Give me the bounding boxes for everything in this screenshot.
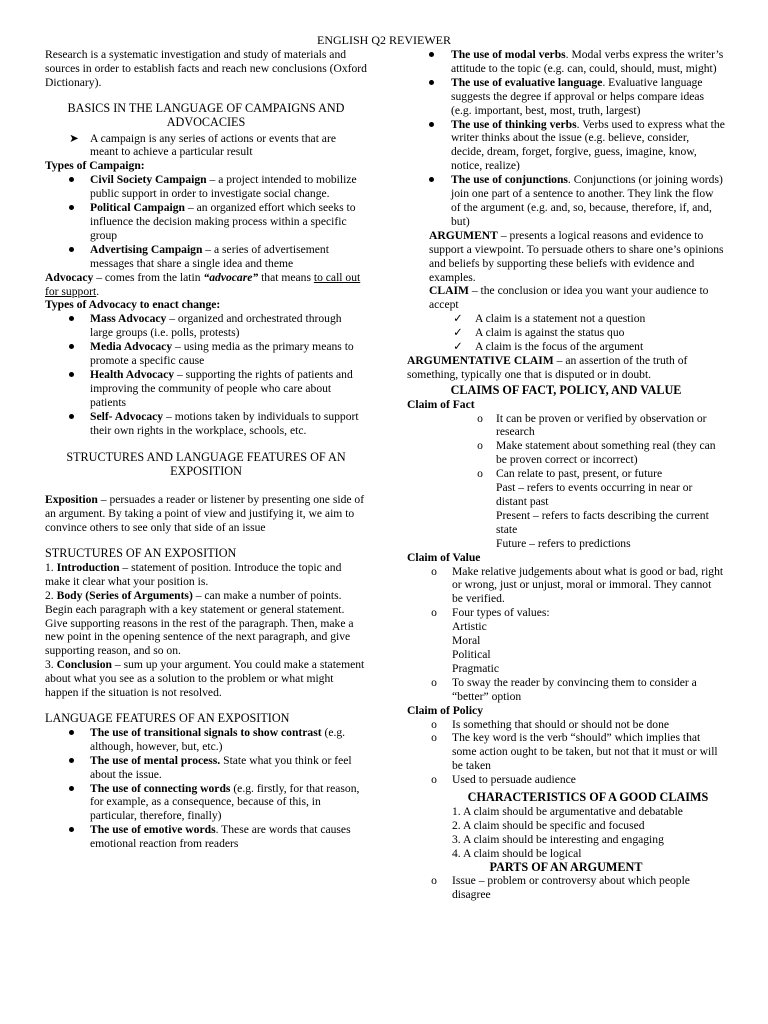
research-definition: Research is a systematic investigation and study of materials and sources in order to establish facts and reach new conclusions (Oxford Dictionary). bbox=[45, 48, 367, 89]
checkmark-icon: ✓ bbox=[453, 340, 463, 354]
list-item: The use of emotive words. These are words that causes emotional reaction from readers bbox=[45, 823, 367, 851]
circle-bullet-icon: o bbox=[431, 874, 437, 888]
claim-of-value-label: Claim of Value bbox=[407, 550, 481, 564]
claim-checklist bbox=[407, 312, 725, 354]
list-item: Political Campaign – an organized effort which seeks to influence the decision making process within a specific group bbox=[45, 201, 367, 243]
exposition-definition: Exposition – persuades a reader or listener by presenting one side of an argument. By taking a point of view and justifying it, we aim to convince others to see only that side of an issue bbox=[45, 493, 365, 535]
argument-definition: ARGUMENT – presents a logical reasons and evidence to support a viewpoint. To persuade others to share one’s opinions and beliefs by supporting these beliefs with evidence and examples. bbox=[429, 228, 724, 284]
basics-heading: BASICS IN THE LANGUAGE OF CAMPAIGNS AND ADVOCACIES bbox=[67, 100, 345, 129]
list-item: 2. Body (Series of Arguments) – can make a number of points. Begin each paragraph with a key statement or general statement. Give supporting reasons in the rest of the paragraph. Then, make a new point in the opening sentence of the next paragraph, and give supporting reason, and so on. bbox=[45, 588, 354, 658]
value-type: Political bbox=[452, 647, 491, 661]
list-item: The use of evaluative language. Evaluative language suggests the degree if approval or helps compare ideas (e.g. important, best, most, truth, largest) bbox=[407, 76, 725, 118]
list-item: The use of connecting words (e.g. firstly, for that reason, for example, as a consequence, because of this, in particular, therefore, finally) bbox=[45, 782, 367, 824]
campaign-definition: ➤ A campaign is any series of actions or events that are meant to achieve a particular result bbox=[45, 132, 367, 160]
list-item: The use of modal verbs. Modal verbs express the writer’s attitude to the topic (e.g. can, could, should, must, might) bbox=[407, 48, 725, 76]
circle-bullet-icon: o bbox=[431, 564, 437, 578]
list-item: Advertising Campaign – a series of advertisement messages that share a single idea and theme bbox=[45, 243, 367, 271]
circle-bullet-icon: o bbox=[477, 411, 483, 425]
bullet-icon bbox=[425, 76, 439, 85]
arrow-bullet-icon: ➤ bbox=[69, 131, 79, 145]
fact-time-past: Past – refers to events occurring in near or distant past bbox=[496, 481, 693, 508]
list-item: 1. A claim should be argumentative and debatable bbox=[452, 804, 683, 818]
list-item: 1. Introduction – statement of position. Introduce the topic and make it clear what your position is. bbox=[45, 560, 342, 588]
fact-time-future: Future – refers to predictions bbox=[496, 536, 631, 550]
circle-bullet-icon: o bbox=[431, 717, 437, 731]
circle-bullet-icon: o bbox=[477, 467, 483, 481]
document-title: ENGLISH Q2 REVIEWER bbox=[317, 33, 451, 47]
bullet-icon bbox=[65, 312, 79, 321]
bullet-icon bbox=[65, 782, 79, 791]
value-type: Moral bbox=[452, 634, 481, 648]
list-item: o Make statement about something real (they can be proven correct or incorrect) bbox=[407, 439, 725, 467]
bullet-icon bbox=[65, 410, 79, 419]
circle-bullet-icon: o bbox=[431, 773, 437, 787]
list-item: Health Advocacy – supporting the rights of patients and improving the community of people who care about patients bbox=[45, 368, 367, 410]
list-item: The use of thinking verbs. Verbs used to express what the writer thinks about the issue (e.g. believe, consider, decide, dream, forget, forgive, guess, imagine, know, notice, realize) bbox=[407, 118, 725, 174]
argumentative-claim-definition: ARGUMENTATIVE CLAIM – an assertion of the truth of something, typically one that is disputed or in doubt. bbox=[407, 353, 688, 381]
list-item: The use of conjunctions. Conjunctions (or joining words) join one part of a sentence to another. They link the flow of the argument (e.g. and, so, because, therefore, if, and, but) bbox=[407, 173, 725, 229]
list-item: ✓ A claim is against the status quo bbox=[407, 326, 725, 340]
value-type: Artistic bbox=[452, 620, 487, 634]
list-item: 2. A claim should be specific and focused bbox=[452, 818, 645, 832]
characteristics-heading: CHARACTERISTICS OF A GOOD CLAIMS bbox=[467, 790, 709, 805]
list-item: o Used to persuade audience bbox=[407, 773, 725, 787]
claim-of-policy-label: Claim of Policy bbox=[407, 703, 483, 717]
list-item: The use of transitional signals to show contrast (e.g. although, however, but, etc.) bbox=[45, 726, 367, 754]
advocacy-list bbox=[45, 312, 367, 437]
policy-list bbox=[407, 718, 725, 788]
value-type: Pragmatic bbox=[452, 661, 500, 675]
parts-list bbox=[407, 874, 725, 902]
claim-of-fact-label: Claim of Fact bbox=[407, 397, 475, 411]
features-heading: LANGUAGE FEATURES OF AN EXPOSITION bbox=[45, 710, 290, 725]
parts-heading: PARTS OF AN ARGUMENT bbox=[489, 859, 643, 874]
features-list-continued bbox=[407, 48, 725, 229]
bullet-icon bbox=[425, 118, 439, 127]
circle-bullet-icon: o bbox=[431, 606, 437, 620]
structures-list bbox=[45, 561, 367, 700]
list-item: o It can be proven or verified by observation or research bbox=[407, 412, 725, 440]
bullet-icon bbox=[65, 754, 79, 763]
fact-list bbox=[407, 412, 725, 551]
fact-time-present: Present – refers to facts describing the current state bbox=[496, 508, 709, 536]
list-item: Self- Advocacy – motions taken by individuals to support their own rights in the workplace, schools, etc. bbox=[45, 410, 367, 438]
structures-subheading: STRUCTURES OF AN EXPOSITION bbox=[45, 546, 237, 560]
features-list bbox=[45, 726, 367, 851]
list-item: o Issue – problem or controversy about which people disagree bbox=[407, 874, 725, 902]
bullet-icon bbox=[65, 368, 79, 377]
list-item: 4. A claim should be logical bbox=[452, 846, 582, 860]
advocacy-definition: Advocacy – comes from the latin “advocare” that means to call out for support. bbox=[45, 270, 361, 298]
list-item: o Make relative judgements about what is good or bad, right or wrong, just or unjust, moral or immoral. They cannot be verified. bbox=[407, 565, 725, 607]
checkmark-icon: ✓ bbox=[453, 326, 463, 340]
list-item: o The key word is the verb “should” which implies that some action ought to be taken, but not that it must or will be taken bbox=[407, 731, 725, 773]
bullet-icon bbox=[65, 243, 79, 252]
bullet-icon bbox=[65, 823, 79, 832]
circle-bullet-icon: o bbox=[477, 439, 483, 453]
list-item: o Four types of values: bbox=[407, 606, 725, 620]
left-column bbox=[45, 48, 367, 851]
circle-bullet-icon: o bbox=[431, 731, 437, 745]
list-item: o Can relate to past, present, or future bbox=[407, 467, 725, 481]
bullet-icon bbox=[65, 173, 79, 182]
circle-bullet-icon: o bbox=[431, 675, 437, 689]
right-column bbox=[407, 48, 725, 902]
characteristics-list bbox=[407, 805, 725, 861]
bullet-icon bbox=[425, 48, 439, 57]
claims-heading: CLAIMS OF FACT, POLICY, AND VALUE bbox=[450, 382, 682, 397]
bullet-icon bbox=[65, 340, 79, 349]
list-item: o Is something that should or should not be done bbox=[407, 718, 725, 732]
bullet-icon bbox=[65, 726, 79, 735]
list-item: ✓ A claim is the focus of the argument bbox=[407, 340, 725, 354]
list-item: Media Advocacy – using media as the primary means to promote a specific cause bbox=[45, 340, 367, 368]
list-item: ✓ A claim is a statement not a question bbox=[407, 312, 725, 326]
list-item: 3. Conclusion – sum up your argument. You could make a statement about what you see as a solution to the problem or what might happen if the situation is not resolved. bbox=[45, 658, 365, 700]
claim-definition: CLAIM – the conclusion or idea you want your audience to accept bbox=[429, 284, 709, 312]
bullet-icon bbox=[65, 201, 79, 210]
types-advocacy-label: Types of Advocacy to enact change: bbox=[45, 298, 221, 312]
list-item: The use of mental process. State what you think or feel about the issue. bbox=[45, 754, 367, 782]
checkmark-icon: ✓ bbox=[453, 312, 463, 326]
campaign-list bbox=[45, 173, 367, 270]
value-list bbox=[407, 565, 725, 704]
structures-heading: STRUCTURES AND LANGUAGE FEATURES OF AN EXPOSITION bbox=[66, 450, 346, 479]
list-item: o To sway the reader by convincing them to consider a “better” option bbox=[407, 676, 725, 704]
types-campaign-label: Types of Campaign: bbox=[45, 159, 145, 173]
list-item: Civil Society Campaign – a project intended to mobilize public support in order to investigate social change. bbox=[45, 173, 367, 201]
list-item: 3. A claim should be interesting and engaging bbox=[452, 832, 664, 846]
bullet-icon bbox=[425, 173, 439, 182]
list-item: Mass Advocacy – organized and orchestrated through large groups (i.e. polls, protests) bbox=[45, 312, 367, 340]
